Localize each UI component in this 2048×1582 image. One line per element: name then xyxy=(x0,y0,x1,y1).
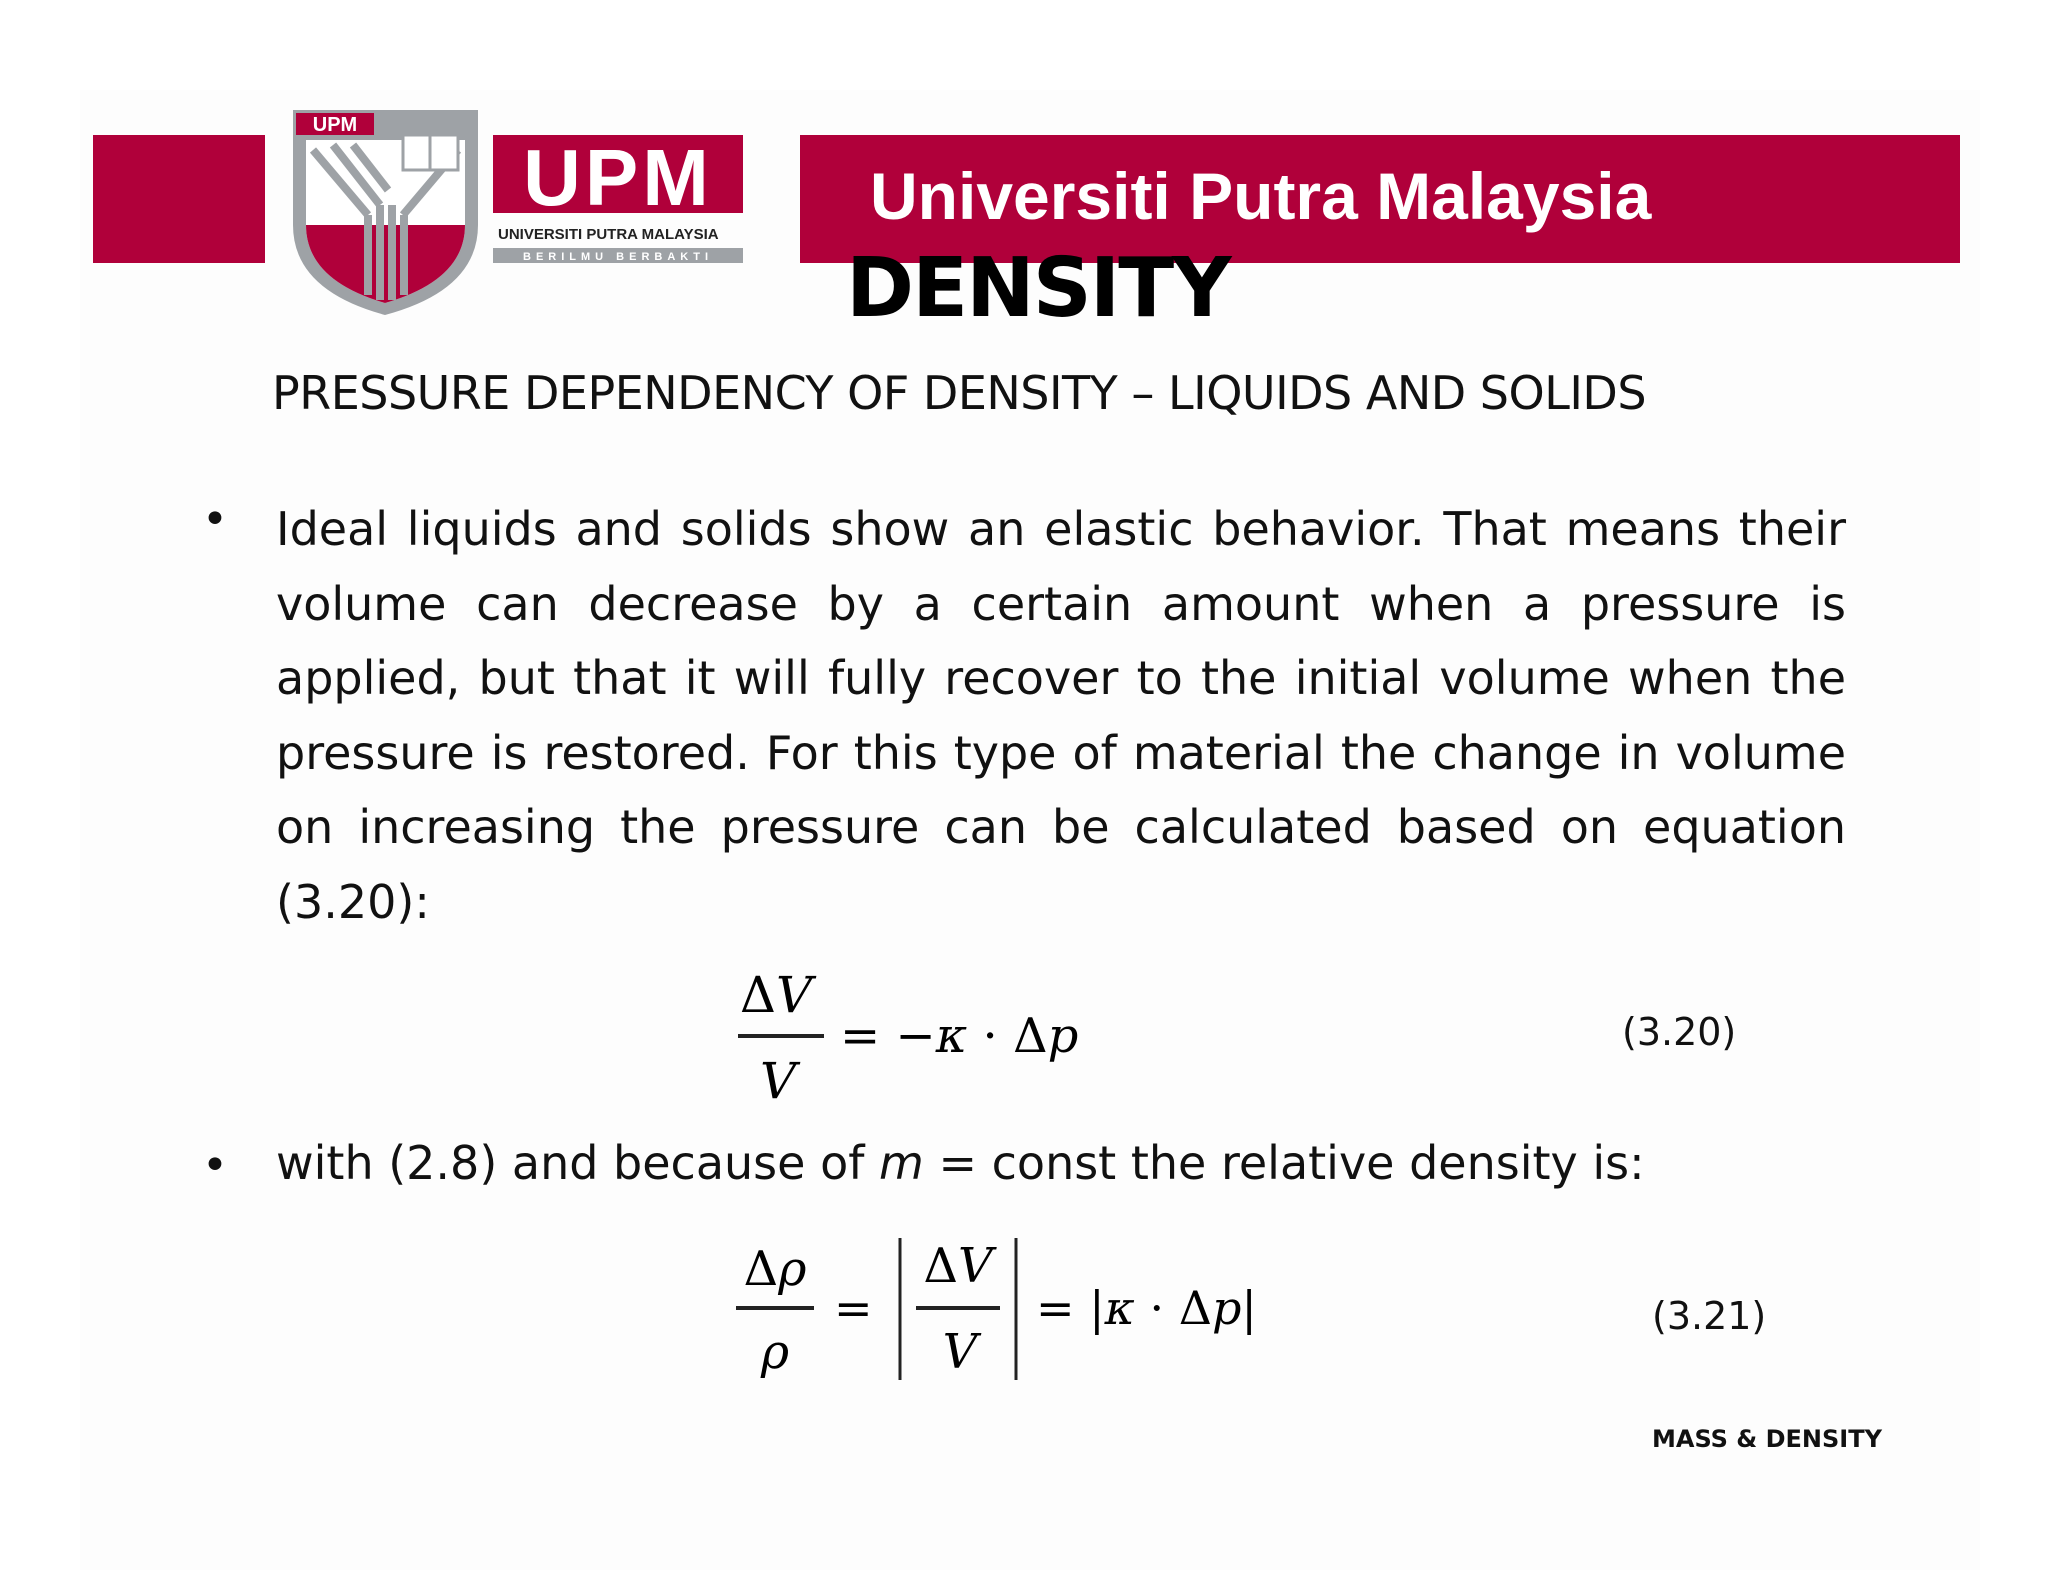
slide-subtitle: PRESSURE DEPENDENCY OF DENSITY – LIQUIDS AND SOLIDS xyxy=(272,366,1647,420)
eq-3-21-mid-numerator: ΔV xyxy=(923,1238,993,1294)
upm-logo xyxy=(288,105,748,320)
bullet-2-text-before: with (2.8) and because of xyxy=(276,1136,880,1190)
header-band-left xyxy=(93,135,265,263)
bullet-marker-1: • xyxy=(202,494,228,545)
equation-number-3-20: (3.20) xyxy=(1622,1010,1737,1054)
eq-3-20-numerator: ΔV xyxy=(739,966,813,1024)
eq-3-21-equals-1: = xyxy=(834,1281,873,1335)
logo-shield-red xyxy=(306,225,465,303)
eq-3-20-rhs: = −κ · Δp xyxy=(840,1008,1079,1064)
svg-text:BERILMU BERBAKTI: BERILMU BERBAKTI xyxy=(523,251,713,263)
eq-3-21-mid-denominator: V xyxy=(942,1324,978,1380)
eq-3-21-lhs-denominator: ρ xyxy=(760,1324,790,1380)
equation-3-21 xyxy=(720,1230,1300,1390)
eq-3-21-rhs: = |κ · Δp| xyxy=(1036,1281,1257,1335)
bullet-2-italic-m: m xyxy=(879,1136,924,1190)
slide-title: DENSITY xyxy=(846,241,1230,336)
university-name: Universiti Putra Malaysia xyxy=(870,159,1652,233)
equation-number-3-21: (3.21) xyxy=(1652,1294,1767,1338)
svg-text:UNIVERSITI PUTRA MALAYSIA: UNIVERSITI PUTRA MALAYSIA xyxy=(498,226,719,243)
bullet-2-text-after: = const the relative density is: xyxy=(923,1136,1645,1190)
svg-text:UPM: UPM xyxy=(523,133,713,222)
eq-3-20-denominator: V xyxy=(759,1052,797,1110)
bullet-paragraph-2 xyxy=(276,1136,1645,1190)
eq-3-21-lhs-numerator: Δρ xyxy=(743,1241,807,1297)
footer-label: MASS & DENSITY xyxy=(1652,1425,1882,1453)
equation-3-20 xyxy=(720,960,1120,1110)
bullet-paragraph-1: Ideal liquids and solids show an elastic behavior. That means their volume can decrease by a certain amount when a pressure is applied, but that it will fully recover to the initial volume when the pressure is restored. For this type of material the change in volume on increasing the pressure can be calculated based on equation (3.20): xyxy=(276,502,1846,929)
bullet-marker-2: • xyxy=(202,1140,228,1191)
svg-text:UPM: UPM xyxy=(312,114,358,136)
